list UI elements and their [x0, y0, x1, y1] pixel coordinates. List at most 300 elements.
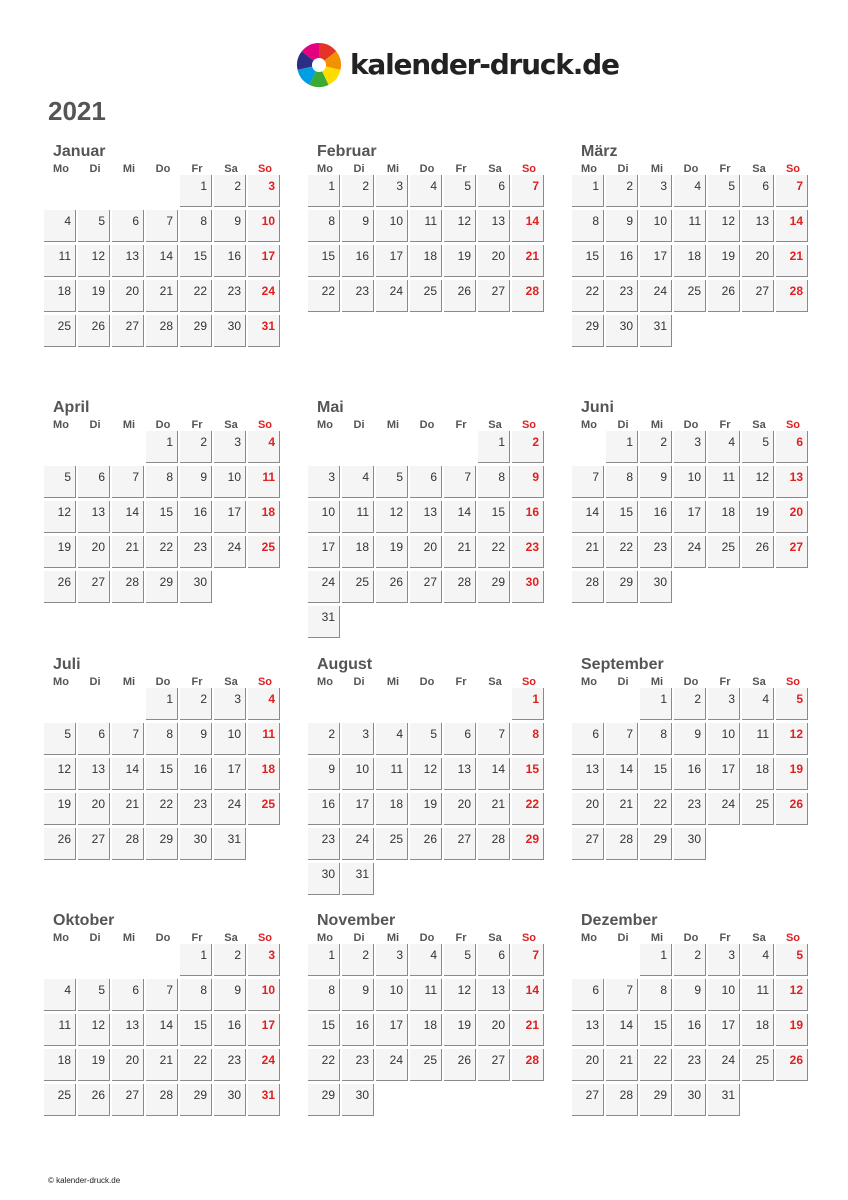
- day-cell: 22: [572, 280, 604, 312]
- empty-cell: [44, 431, 76, 463]
- day-cell: 19: [78, 1049, 110, 1081]
- day-cell: 12: [78, 1014, 110, 1046]
- month-name: November: [317, 912, 396, 929]
- copyright-footer: © kalender-druck.de: [48, 1176, 121, 1185]
- day-cell: 24: [376, 280, 408, 312]
- day-cell: 1: [640, 688, 672, 720]
- day-cell: 5: [44, 723, 76, 755]
- day-cell: 24: [640, 280, 672, 312]
- day-cell: 24: [214, 536, 246, 568]
- day-cell: 25: [342, 571, 374, 603]
- day-cell: 10: [708, 979, 740, 1011]
- day-cell: 1: [512, 688, 544, 720]
- empty-cell: [112, 688, 144, 720]
- day-cell: 13: [478, 979, 510, 1011]
- day-cell: 9: [180, 466, 212, 498]
- weekday-label: Do: [419, 163, 435, 175]
- day-cell: 23: [342, 280, 374, 312]
- day-cell: 3: [708, 944, 740, 976]
- weekday-label: Mi: [650, 163, 664, 175]
- month-block: [308, 653, 548, 898]
- day-cell: 10: [214, 723, 246, 755]
- day-cell: 5: [742, 431, 774, 463]
- day-cell: 12: [410, 758, 442, 790]
- weekday-label: Sa: [488, 676, 502, 688]
- weekday-label: Do: [155, 419, 171, 431]
- weekday-label: Do: [419, 932, 435, 944]
- day-cell: 4: [674, 175, 706, 207]
- empty-cell: [342, 688, 374, 720]
- day-cell: 17: [308, 536, 340, 568]
- day-cell: 12: [742, 466, 774, 498]
- empty-cell: [308, 688, 340, 720]
- day-cell: 16: [342, 245, 374, 277]
- day-cell: 21: [444, 536, 476, 568]
- day-cell: 14: [444, 501, 476, 533]
- day-cell: 5: [776, 688, 808, 720]
- day-cell: 26: [776, 1049, 808, 1081]
- day-cell: 8: [640, 979, 672, 1011]
- day-cell: 31: [308, 606, 340, 638]
- day-cell: 31: [248, 315, 280, 347]
- day-cell: 24: [342, 828, 374, 860]
- empty-cell: [78, 944, 110, 976]
- day-cell: 30: [640, 571, 672, 603]
- day-cell: 10: [674, 466, 706, 498]
- day-cell: 2: [214, 944, 246, 976]
- day-cell: 25: [410, 280, 442, 312]
- day-cell: 6: [572, 979, 604, 1011]
- day-cell: 22: [640, 1049, 672, 1081]
- weekday-label: Mi: [122, 676, 136, 688]
- day-cell: 24: [248, 1049, 280, 1081]
- weekday-label: Sa: [752, 163, 766, 175]
- day-cell: 5: [78, 979, 110, 1011]
- day-cell: 24: [708, 793, 740, 825]
- month-grid: [308, 933, 548, 1119]
- day-cell: 12: [44, 501, 76, 533]
- day-cell: 13: [478, 210, 510, 242]
- day-cell: 22: [512, 793, 544, 825]
- day-cell: 9: [674, 979, 706, 1011]
- weekday-label: So: [257, 163, 273, 175]
- weekday-label: Sa: [224, 419, 238, 431]
- weekday-label: Di: [353, 419, 365, 431]
- day-cell: 3: [708, 688, 740, 720]
- day-cell: 28: [776, 280, 808, 312]
- day-cell: 13: [742, 210, 774, 242]
- day-cell: 17: [248, 1014, 280, 1046]
- day-cell: 18: [410, 1014, 442, 1046]
- day-cell: 4: [248, 688, 280, 720]
- weekday-label: Sa: [488, 419, 502, 431]
- empty-cell: [342, 431, 374, 463]
- day-cell: 16: [606, 245, 638, 277]
- weekday-label: Fr: [191, 932, 203, 944]
- day-cell: 28: [572, 571, 604, 603]
- empty-cell: [78, 175, 110, 207]
- day-cell: 29: [572, 315, 604, 347]
- weekday-label: Di: [89, 676, 101, 688]
- empty-cell: [78, 431, 110, 463]
- day-cell: 9: [674, 723, 706, 755]
- brand-name: kalender-druck.de: [350, 48, 619, 81]
- day-cell: 5: [78, 210, 110, 242]
- day-cell: 6: [78, 723, 110, 755]
- day-cell: 18: [376, 793, 408, 825]
- day-cell: 23: [214, 280, 246, 312]
- day-cell: 25: [410, 1049, 442, 1081]
- day-cell: 10: [376, 979, 408, 1011]
- day-cell: 11: [248, 723, 280, 755]
- day-cell: 15: [180, 1014, 212, 1046]
- day-cell: 12: [44, 758, 76, 790]
- day-cell: 17: [708, 1014, 740, 1046]
- day-cell: 13: [572, 1014, 604, 1046]
- day-cell: 12: [78, 245, 110, 277]
- day-cell: 26: [44, 571, 76, 603]
- weekday-label: So: [785, 932, 801, 944]
- day-cell: 25: [44, 315, 76, 347]
- day-cell: 3: [214, 431, 246, 463]
- month-name: Januar: [53, 143, 106, 160]
- month-block: [44, 653, 284, 863]
- month-block: [44, 909, 284, 1119]
- day-cell: 12: [444, 979, 476, 1011]
- day-cell: 21: [478, 793, 510, 825]
- day-cell: 31: [214, 828, 246, 860]
- day-cell: 7: [606, 979, 638, 1011]
- day-cell: 15: [308, 245, 340, 277]
- day-cell: 6: [410, 466, 442, 498]
- day-cell: 11: [342, 501, 374, 533]
- empty-cell: [410, 431, 442, 463]
- day-cell: 6: [742, 175, 774, 207]
- weekday-label: Mi: [650, 419, 664, 431]
- day-cell: 11: [708, 466, 740, 498]
- day-cell: 13: [112, 1014, 144, 1046]
- month-grid: [308, 164, 548, 315]
- month-block: [308, 140, 548, 315]
- day-cell: 24: [248, 280, 280, 312]
- day-cell: 17: [376, 1014, 408, 1046]
- day-cell: 13: [78, 758, 110, 790]
- day-cell: 26: [444, 280, 476, 312]
- day-cell: 6: [112, 979, 144, 1011]
- weekday-label: Di: [617, 163, 629, 175]
- day-cell: 11: [410, 979, 442, 1011]
- day-cell: 18: [708, 501, 740, 533]
- day-cell: 13: [410, 501, 442, 533]
- day-cell: 28: [112, 828, 144, 860]
- calendar-year: 2021: [48, 96, 106, 126]
- month-name: Dezember: [581, 912, 658, 929]
- day-cell: 7: [112, 723, 144, 755]
- weekday-label: Fr: [191, 163, 203, 175]
- day-cell: 4: [376, 723, 408, 755]
- weekday-label: Mo: [581, 676, 597, 688]
- weekday-label: Do: [155, 163, 171, 175]
- day-cell: 28: [478, 828, 510, 860]
- day-cell: 26: [742, 536, 774, 568]
- weekday-label: Mi: [122, 163, 136, 175]
- day-cell: 3: [376, 175, 408, 207]
- day-cell: 12: [708, 210, 740, 242]
- weekday-label: Fr: [455, 932, 467, 944]
- day-cell: 16: [214, 245, 246, 277]
- day-cell: 5: [444, 175, 476, 207]
- day-cell: 10: [640, 210, 672, 242]
- weekday-label: Fr: [455, 419, 467, 431]
- day-cell: 30: [214, 1084, 246, 1116]
- month-block: [572, 909, 812, 1119]
- weekday-label: So: [521, 419, 537, 431]
- day-cell: 4: [410, 175, 442, 207]
- day-cell: 4: [248, 431, 280, 463]
- day-cell: 9: [180, 723, 212, 755]
- weekday-label: Mo: [581, 419, 597, 431]
- day-cell: 30: [180, 571, 212, 603]
- day-cell: 16: [512, 501, 544, 533]
- day-cell: 9: [342, 210, 374, 242]
- day-cell: 1: [572, 175, 604, 207]
- day-cell: 14: [478, 758, 510, 790]
- day-cell: 27: [78, 828, 110, 860]
- day-cell: 11: [742, 723, 774, 755]
- day-cell: 19: [776, 758, 808, 790]
- day-cell: 1: [146, 431, 178, 463]
- weekday-label: So: [257, 419, 273, 431]
- day-cell: 31: [708, 1084, 740, 1116]
- day-cell: 3: [640, 175, 672, 207]
- weekday-label: So: [521, 932, 537, 944]
- weekday-label: Fr: [191, 419, 203, 431]
- weekday-label: Di: [617, 932, 629, 944]
- day-cell: 26: [776, 793, 808, 825]
- day-cell: 31: [342, 863, 374, 895]
- day-cell: 5: [410, 723, 442, 755]
- weekday-label: Sa: [488, 163, 502, 175]
- day-cell: 8: [180, 979, 212, 1011]
- weekday-label: Mo: [581, 932, 597, 944]
- month-grid: [308, 677, 548, 898]
- day-cell: 21: [112, 793, 144, 825]
- month-name: Oktober: [53, 912, 115, 929]
- day-cell: 11: [742, 979, 774, 1011]
- day-cell: 7: [776, 175, 808, 207]
- day-cell: 14: [112, 758, 144, 790]
- weekday-label: Mi: [122, 419, 136, 431]
- day-cell: 14: [572, 501, 604, 533]
- empty-cell: [376, 688, 408, 720]
- day-cell: 25: [742, 793, 774, 825]
- weekday-label: Di: [89, 932, 101, 944]
- weekday-label: Fr: [191, 676, 203, 688]
- day-cell: 4: [410, 944, 442, 976]
- day-cell: 24: [214, 793, 246, 825]
- day-cell: 26: [376, 571, 408, 603]
- empty-cell: [44, 175, 76, 207]
- day-cell: 3: [308, 466, 340, 498]
- day-cell: 8: [572, 210, 604, 242]
- weekday-label: Fr: [719, 932, 731, 944]
- day-cell: 18: [674, 245, 706, 277]
- day-cell: 2: [308, 723, 340, 755]
- day-cell: 14: [776, 210, 808, 242]
- empty-cell: [78, 688, 110, 720]
- day-cell: 28: [606, 828, 638, 860]
- weekday-label: Mi: [122, 932, 136, 944]
- day-cell: 31: [248, 1084, 280, 1116]
- month-name: Juni: [581, 399, 614, 416]
- weekday-label: Fr: [719, 419, 731, 431]
- weekday-label: Di: [353, 932, 365, 944]
- day-cell: 15: [146, 758, 178, 790]
- day-cell: 16: [640, 501, 672, 533]
- day-cell: 16: [180, 758, 212, 790]
- day-cell: 17: [214, 758, 246, 790]
- empty-cell: [444, 688, 476, 720]
- month-block: [572, 653, 812, 863]
- day-cell: 8: [180, 210, 212, 242]
- month-block: [44, 396, 284, 606]
- day-cell: 22: [308, 280, 340, 312]
- day-cell: 15: [180, 245, 212, 277]
- day-cell: 30: [214, 315, 246, 347]
- day-cell: 14: [512, 979, 544, 1011]
- day-cell: 13: [572, 758, 604, 790]
- day-cell: 28: [444, 571, 476, 603]
- day-cell: 3: [214, 688, 246, 720]
- month-grid: [572, 164, 812, 350]
- weekday-label: Mo: [317, 932, 333, 944]
- weekday-label: Do: [419, 419, 435, 431]
- empty-cell: [44, 944, 76, 976]
- day-cell: 21: [606, 1049, 638, 1081]
- day-cell: 3: [248, 175, 280, 207]
- day-cell: 24: [708, 1049, 740, 1081]
- day-cell: 6: [78, 466, 110, 498]
- day-cell: 27: [478, 1049, 510, 1081]
- month-block: [308, 396, 548, 641]
- day-cell: 13: [112, 245, 144, 277]
- day-cell: 1: [308, 175, 340, 207]
- day-cell: 22: [308, 1049, 340, 1081]
- weekday-label: So: [257, 676, 273, 688]
- empty-cell: [606, 944, 638, 976]
- day-cell: 14: [512, 210, 544, 242]
- day-cell: 12: [776, 723, 808, 755]
- weekday-label: Di: [617, 676, 629, 688]
- day-cell: 25: [708, 536, 740, 568]
- day-cell: 8: [146, 466, 178, 498]
- day-cell: 29: [180, 315, 212, 347]
- day-cell: 18: [44, 280, 76, 312]
- day-cell: 20: [444, 793, 476, 825]
- day-cell: 6: [478, 944, 510, 976]
- day-cell: 24: [308, 571, 340, 603]
- day-cell: 28: [112, 571, 144, 603]
- day-cell: 23: [342, 1049, 374, 1081]
- day-cell: 25: [376, 828, 408, 860]
- day-cell: 20: [478, 245, 510, 277]
- day-cell: 2: [342, 944, 374, 976]
- empty-cell: [572, 431, 604, 463]
- day-cell: 28: [146, 1084, 178, 1116]
- empty-cell: [44, 688, 76, 720]
- day-cell: 1: [478, 431, 510, 463]
- day-cell: 17: [674, 501, 706, 533]
- weekday-label: Mi: [386, 932, 400, 944]
- day-cell: 27: [112, 1084, 144, 1116]
- day-cell: 29: [308, 1084, 340, 1116]
- day-cell: 7: [572, 466, 604, 498]
- weekday-label: Do: [419, 676, 435, 688]
- weekday-label: Fr: [455, 676, 467, 688]
- day-cell: 29: [146, 571, 178, 603]
- day-cell: 21: [146, 1049, 178, 1081]
- day-cell: 18: [248, 758, 280, 790]
- weekday-label: So: [521, 163, 537, 175]
- day-cell: 22: [640, 793, 672, 825]
- day-cell: 30: [180, 828, 212, 860]
- day-cell: 22: [180, 280, 212, 312]
- month-block: [44, 140, 284, 350]
- day-cell: 14: [112, 501, 144, 533]
- weekday-label: So: [521, 676, 537, 688]
- day-cell: 7: [512, 175, 544, 207]
- day-cell: 18: [742, 758, 774, 790]
- day-cell: 27: [572, 1084, 604, 1116]
- day-cell: 29: [478, 571, 510, 603]
- day-cell: 20: [742, 245, 774, 277]
- day-cell: 3: [674, 431, 706, 463]
- weekday-label: Mo: [53, 932, 69, 944]
- day-cell: 28: [512, 1049, 544, 1081]
- empty-cell: [146, 944, 178, 976]
- day-cell: 18: [44, 1049, 76, 1081]
- day-cell: 11: [44, 245, 76, 277]
- weekday-label: Di: [89, 419, 101, 431]
- weekday-label: Sa: [488, 932, 502, 944]
- day-cell: 9: [308, 758, 340, 790]
- weekday-label: Do: [683, 932, 699, 944]
- day-cell: 6: [478, 175, 510, 207]
- day-cell: 4: [342, 466, 374, 498]
- day-cell: 3: [248, 944, 280, 976]
- day-cell: 11: [410, 210, 442, 242]
- day-cell: 2: [180, 431, 212, 463]
- day-cell: 2: [342, 175, 374, 207]
- day-cell: 5: [444, 944, 476, 976]
- day-cell: 20: [478, 1014, 510, 1046]
- day-cell: 16: [214, 1014, 246, 1046]
- weekday-label: Mo: [317, 419, 333, 431]
- day-cell: 17: [640, 245, 672, 277]
- weekday-label: So: [785, 676, 801, 688]
- day-cell: 10: [376, 210, 408, 242]
- day-cell: 26: [444, 1049, 476, 1081]
- day-cell: 11: [376, 758, 408, 790]
- empty-cell: [410, 688, 442, 720]
- day-cell: 20: [776, 501, 808, 533]
- day-cell: 23: [640, 536, 672, 568]
- day-cell: 25: [248, 793, 280, 825]
- day-cell: 12: [444, 210, 476, 242]
- weekday-label: Mo: [53, 163, 69, 175]
- day-cell: 15: [146, 501, 178, 533]
- weekday-label: Di: [89, 163, 101, 175]
